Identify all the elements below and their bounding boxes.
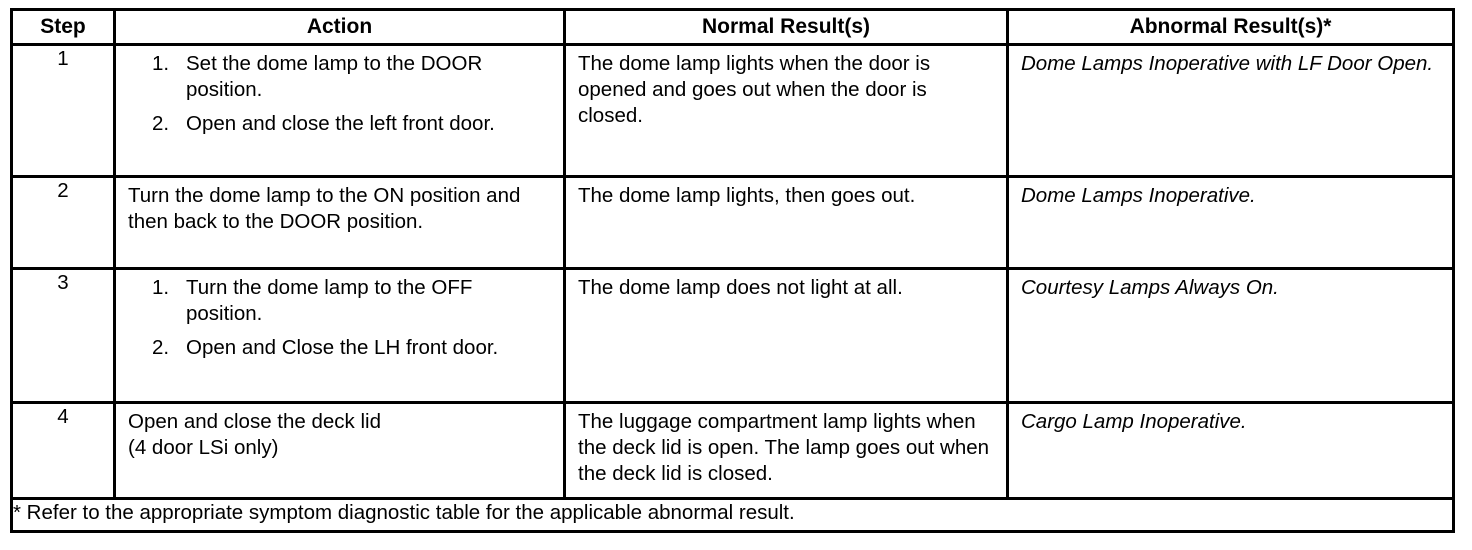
step-text: Open and Close the LH front door. — [186, 336, 499, 359]
step-text: Set the dome lamp to the DOOR position. — [186, 52, 483, 101]
normal-result-text: The dome lamp does not light at all. — [578, 276, 903, 299]
normal-result-cell — [565, 269, 1008, 403]
action-cell — [115, 269, 565, 403]
header-normal-results: Normal Result(s) — [565, 10, 1008, 45]
abnormal-result-text: Courtesy Lamps Always On. — [1021, 276, 1279, 299]
step-number: 3 — [12, 269, 115, 403]
diagnostic-table — [10, 8, 1455, 533]
step-index: 2. — [152, 336, 170, 359]
step-index: 1. — [152, 52, 170, 75]
normal-result-cell — [565, 403, 1008, 499]
abnormal-result-cell — [1008, 177, 1454, 269]
header-row — [12, 10, 1454, 45]
abnormal-result-cell — [1008, 403, 1454, 499]
abnormal-result-text: Dome Lamps Inoperative with LF Door Open. — [1021, 52, 1434, 75]
normal-result-text: The dome lamp lights, then goes out. — [578, 184, 916, 207]
step-text: Open and close the left front door. — [186, 112, 495, 135]
normal-result-cell — [565, 45, 1008, 177]
table-row — [12, 177, 1454, 269]
action-step — [128, 111, 553, 137]
abnormal-result-cell — [1008, 269, 1454, 403]
header-step: Step — [12, 10, 115, 45]
action-cell — [115, 403, 565, 499]
step-text: Turn the dome lamp to the OFF position. — [186, 276, 473, 325]
action-cell — [115, 177, 565, 269]
step-number: 1 — [12, 45, 115, 177]
step-index: 2. — [152, 112, 170, 135]
action-text: Open and close the deck lid — [128, 410, 381, 433]
normal-result-text: The luggage compartment lamp lights when the deck lid is open. The lamp goes out when the deck lid is closed. — [578, 410, 990, 485]
normal-result-text: The dome lamp lights when the door is opened and goes out when the door is closed. — [578, 52, 931, 127]
header-abnormal-results: Abnormal Result(s)* — [1008, 10, 1454, 45]
action-steps — [128, 51, 553, 137]
action-step — [128, 335, 553, 361]
abnormal-result-text: Dome Lamps Inoperative. — [1021, 184, 1256, 207]
action-cell — [115, 45, 565, 177]
step-index: 1. — [152, 276, 170, 299]
abnormal-result-cell — [1008, 45, 1454, 177]
table-row — [12, 269, 1454, 403]
action-steps — [128, 275, 553, 361]
action-step — [128, 51, 553, 103]
abnormal-result-text: Cargo Lamp Inoperative. — [1021, 410, 1247, 433]
header-action: Action — [115, 10, 565, 45]
normal-result-cell — [565, 177, 1008, 269]
step-number: 2 — [12, 177, 115, 269]
table-row — [12, 45, 1454, 177]
action-text-note: (4 door LSi only) — [128, 436, 279, 459]
action-text: Turn the dome lamp to the ON position and then back to the DOOR position. — [128, 184, 521, 233]
footnote-row — [12, 499, 1454, 532]
action-step — [128, 275, 553, 327]
table-row — [12, 403, 1454, 499]
step-number: 4 — [12, 403, 115, 499]
footnote: * Refer to the appropriate symptom diagnostic table for the applicable abnormal result. — [12, 499, 1454, 532]
